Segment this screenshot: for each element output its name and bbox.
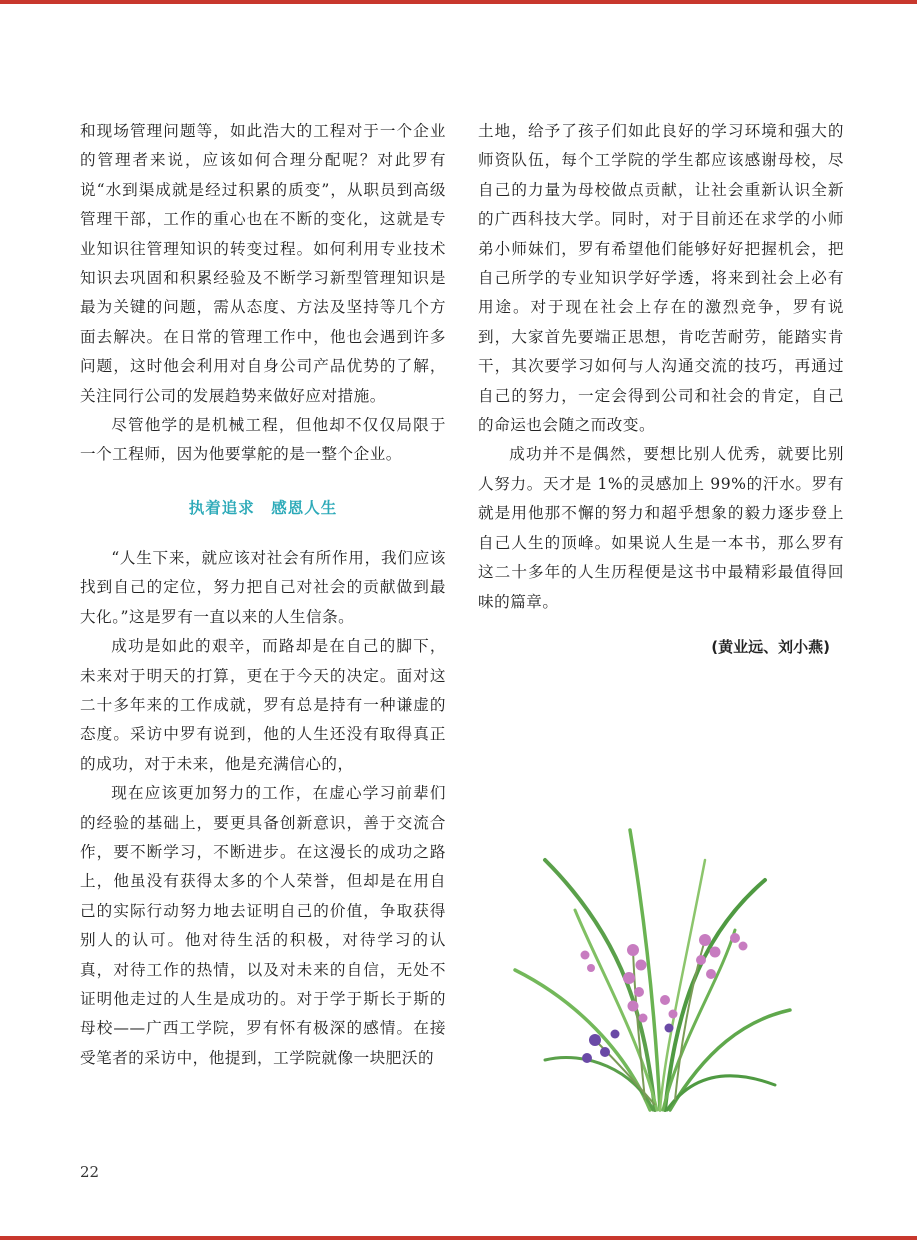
orchid-leaves — [515, 830, 790, 1110]
page-number: 22 — [80, 1163, 100, 1181]
article-paragraph: 成功是如此的艰辛，而路却是在自己的脚下，未来对于明天的打算，更在于今天的决定。面对这二十多年来的工作成就，罗有总是持有一种谦虚的态度。采访中罗有说到，他的人生还没有取得真正的成功，对于未来，他是充满信心的， — [80, 637, 446, 773]
section-heading: 执着追求 感恩人生 — [188, 498, 338, 517]
left-column — [80, 117, 446, 1073]
top-border-rule — [0, 0, 917, 4]
article-paragraph: 成功并不是偶然，要想比别人优秀，就要比别人努力。天才是 1%的灵感加上 99%的汗水。罗有就是用他那不懈的努力和超乎想象的毅力逐步登上自己人生的顶峰。如果说人生是一本书，那么罗有这二十多年的人生历程便是这书中最精彩最值得回味的篇章。 — [478, 445, 844, 611]
article-paragraph: 尽管他学的是机械工程，但他却不仅仅局限于一个工程师，因为他要掌舵的是一整个企业。 — [80, 416, 446, 464]
article-paragraph: 和现场管理问题等，如此浩大的工程对于一个企业的管理者来说，应该如何合理分配呢？对此罗有说“水到渠成就是经过积累的质变”，从职员到高级管理干部，工作的重心也在不断的变化，这就是专业知识往管理知识的转变过程。如何利用专业技术知识去巩固和积累经验及不断学习新型管理知识是最为关键的问题，需从态度、方法及坚持等几个方面去解决。在日常的管理工作中，他也会遇到许多问题，这时他会利用对自身公司产品优势的了解，关注同行公司的发展趋势来做好应对措施。 — [80, 122, 446, 405]
author-credit: (黄业远、刘小燕) — [711, 638, 830, 656]
right-column — [478, 117, 844, 617]
article-paragraph: “人生下来，就应该对社会有所作用，我们应该找到自己的定位，努力把自己对社会的贡献做到最大化。”这是罗有一直以来的人生信条。 — [80, 548, 446, 626]
orchid-illustration — [505, 820, 795, 1120]
article-paragraph: 现在应该更加努力的工作，在虚心学习前辈们的经验的基础上，要更具备创新意识，善于交流合作，要不断学习，不断进步。在这漫长的成功之路上，他虽没有获得太多的个人荣誉，但却是在用自己的实际行动努力地去证明自己的价值，争取获得别人的认可。他对待生活的积极，对待学习的认真，对待工作的热情，以及对未来的自信，无处不证明他走过的人生是成功的。对于学于斯长于斯的母校——广西工学院，罗有怀有极深的感情。在接受笔者的采访中，他提到，工学院就像一块肥沃的 — [80, 784, 446, 1067]
article-paragraph: 土地，给予了孩子们如此良好的学习环境和强大的师资队伍，每个工学院的学生都应该感谢母校，尽自己的力量为母校做点贡献，让社会重新认识全新的广西科技大学。同时，对于目前还在求学的小师弟小师妹们，罗有希望他们能够好好把握机会，把自己所学的专业知识学好学透，将来到社会上必有用途。对于现在社会上存在的激烈竞争，罗有说到，大家首先要端正思想，肯吃苦耐劳，能踏实肯干，其次要学习如何与人沟通交流的技巧，再通过自己的努力，一定会得到公司和社会的肯定，自己的命运也会随之而改变。 — [478, 122, 844, 435]
bottom-border-rule — [0, 1236, 917, 1240]
